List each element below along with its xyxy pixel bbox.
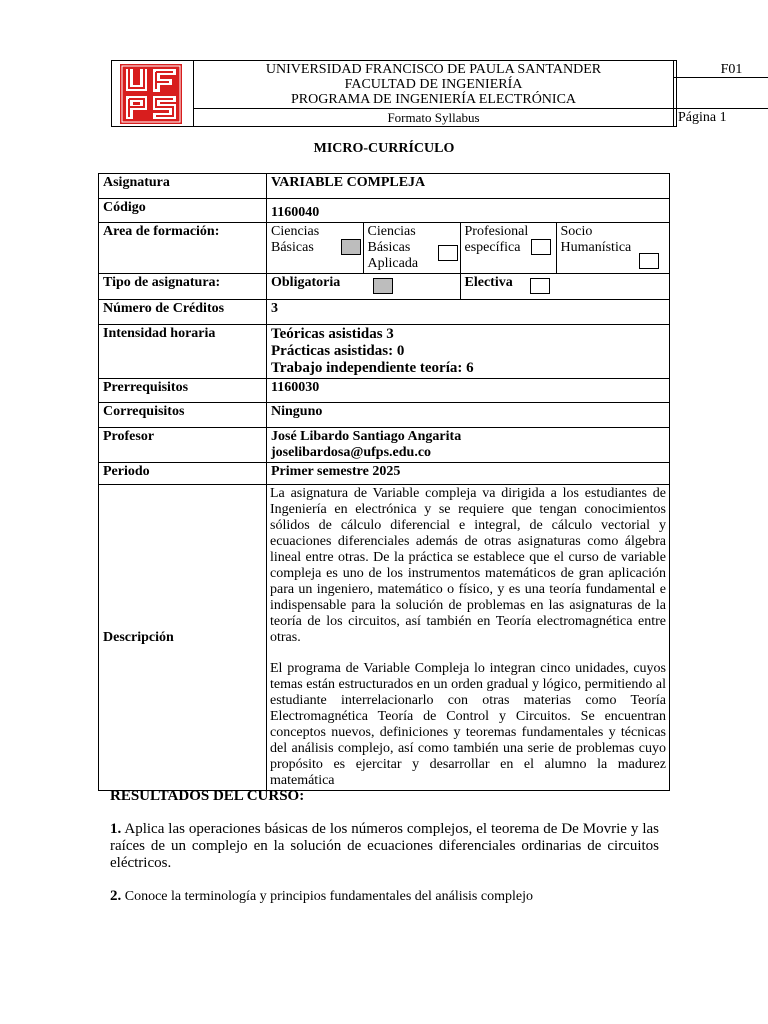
program-name: PROGRAMA DE INGENIERÍA ELECTRÓNICA [290,92,577,107]
prerreq-value: 1160030 [267,379,670,403]
checkbox-ciencias-basicas[interactable] [341,239,361,255]
row-correquisitos [99,403,670,428]
prerreq-label: Prerrequisitos [99,379,267,403]
area-option-label: Profesional específica [464,224,529,255]
intensidad-label: Intensidad horaria [99,325,267,379]
row-area [99,223,670,274]
descripcion-text [267,485,670,791]
intensidad-teoricas: Teóricas asistidas 3 [271,326,394,342]
area-option-aplicada [363,223,460,273]
checkbox-electiva[interactable] [530,278,550,294]
result-text: Conoce la terminología y principios fundamentales del análisis complejo [124,889,533,904]
checkbox-profesional-especifica[interactable] [531,239,551,255]
area-option-basicas [267,223,363,273]
area-label: Area de formación: [99,223,267,274]
area-options [267,223,670,274]
row-asignatura [99,174,670,199]
result-item-1 [110,821,659,872]
correq-value: Ninguno [267,403,670,428]
result-number: 2. [110,888,122,904]
format-name: Formato Syllabus [194,108,674,127]
tipo-label: Tipo de asignatura: [99,274,267,300]
descripcion-paragraph-1: La asignatura de Variable compleja va dirigida a los estudiantes de Ingeniería en electrónica y se requiere que tengan conocimientos sólidos de cálculo diferencial e integral, de cálculo vectorial y ecuaciones diferenciales además de otras asignaturas como álgebra lineal entre otras. De la práctica se establece que el curso de variable compleja es uno de los instrumentos matemáticos de gran aplicación para un ingeniero, matemático o físico, y es una teoría fundamental e indispensable para la solución de problemas en las asignaturas de la teoría de los circuitos, así también en Teoría electromagnética entre otras. [270,486,666,645]
profesor-values [267,428,670,463]
row-profesor [99,428,670,463]
document-header [111,60,743,127]
results-title: RESULTADOS DEL CURSO: [110,788,305,804]
row-codigo [99,199,670,223]
row-periodo [99,463,670,485]
codigo-value: 1160040 [267,199,670,223]
page-number: Página 1 [674,108,768,127]
descripcion-label: Descripción [99,485,267,791]
asignatura-label: Asignatura [99,174,267,199]
area-option-label: Ciencias Básicas [271,224,320,255]
descripcion-paragraph-2: El programa de Variable Compleja lo integran cinco unidades, cuyos temas están estructurados en un orden gradual y lógico, permitiendo al estudiante interrelacionarlo con otras materias como Teoría Electromagnética Teoría de Control y Circuitos. Se encuentran conceptos nuevos, definiciones y teoremas fundamentales y técnicas del análisis complejo, así como también una serie de problemas cuyo propósito es ejercitar y desarrollar en el alumno la madurez matemática [270,661,666,788]
page-title: MICRO-CURRÍCULO [313,141,455,156]
result-number: 1. [110,821,122,837]
result-item-2 [110,888,659,905]
area-option-profesional [460,223,556,273]
row-prerrequisitos [99,379,670,403]
result-text: Aplica las operaciones básicas de los números complejos, el teorema de De Movrie y las raíces de un complejo en la solución de ecuaciones diferenciales ordinarias de circuitos eléctricos. [110,821,659,871]
ufps-logo [120,64,182,124]
profesor-label: Profesor [99,428,267,463]
intensidad-independiente: Trabajo independiente teoría: 6 [271,360,474,376]
tipo-option-electiva [460,274,669,299]
periodo-label: Periodo [99,463,267,485]
area-option-label: Ciencias Básicas Aplicada [367,224,419,271]
checkbox-basicas-aplicada[interactable] [438,245,458,261]
syllabus-table [98,173,670,791]
checkbox-socio-humanistica[interactable] [639,253,659,269]
tipo-option-label: Electiva [464,275,513,290]
intensidad-values [267,325,670,379]
profesor-name: José Libardo Santiago Angarita [271,429,462,444]
creditos-value: 3 [267,300,670,325]
faculty-name: FACULTAD DE INGENIERÍA [344,77,523,92]
tipo-option-label: Obligatoria [271,275,341,290]
row-creditos [99,300,670,325]
logo-cell [112,61,194,126]
header-titles [194,61,674,108]
periodo-value: Primer semestre 2025 [267,463,670,485]
correq-label: Correquisitos [99,403,267,428]
checkbox-obligatoria[interactable] [373,278,393,294]
area-option-label: Socio Humanística [560,224,632,255]
code-cell [674,61,768,108]
row-intensidad [99,325,670,379]
tipo-options [267,274,670,300]
profesor-email: joselibardosa@ufps.edu.co [271,445,432,460]
creditos-label: Número de Créditos [99,300,267,325]
intensidad-practicas: Prácticas asistidas: 0 [271,343,405,359]
codigo-label: Código [99,199,267,223]
asignatura-value: VARIABLE COMPLEJA [267,174,670,199]
row-tipo [99,274,670,300]
area-option-socio [556,223,669,273]
tipo-option-obligatoria [267,274,460,299]
university-name: UNIVERSIDAD FRANCISCO DE PAULA SANTANDER [265,62,602,77]
row-descripcion [99,485,670,791]
format-code: F01 [674,61,768,78]
